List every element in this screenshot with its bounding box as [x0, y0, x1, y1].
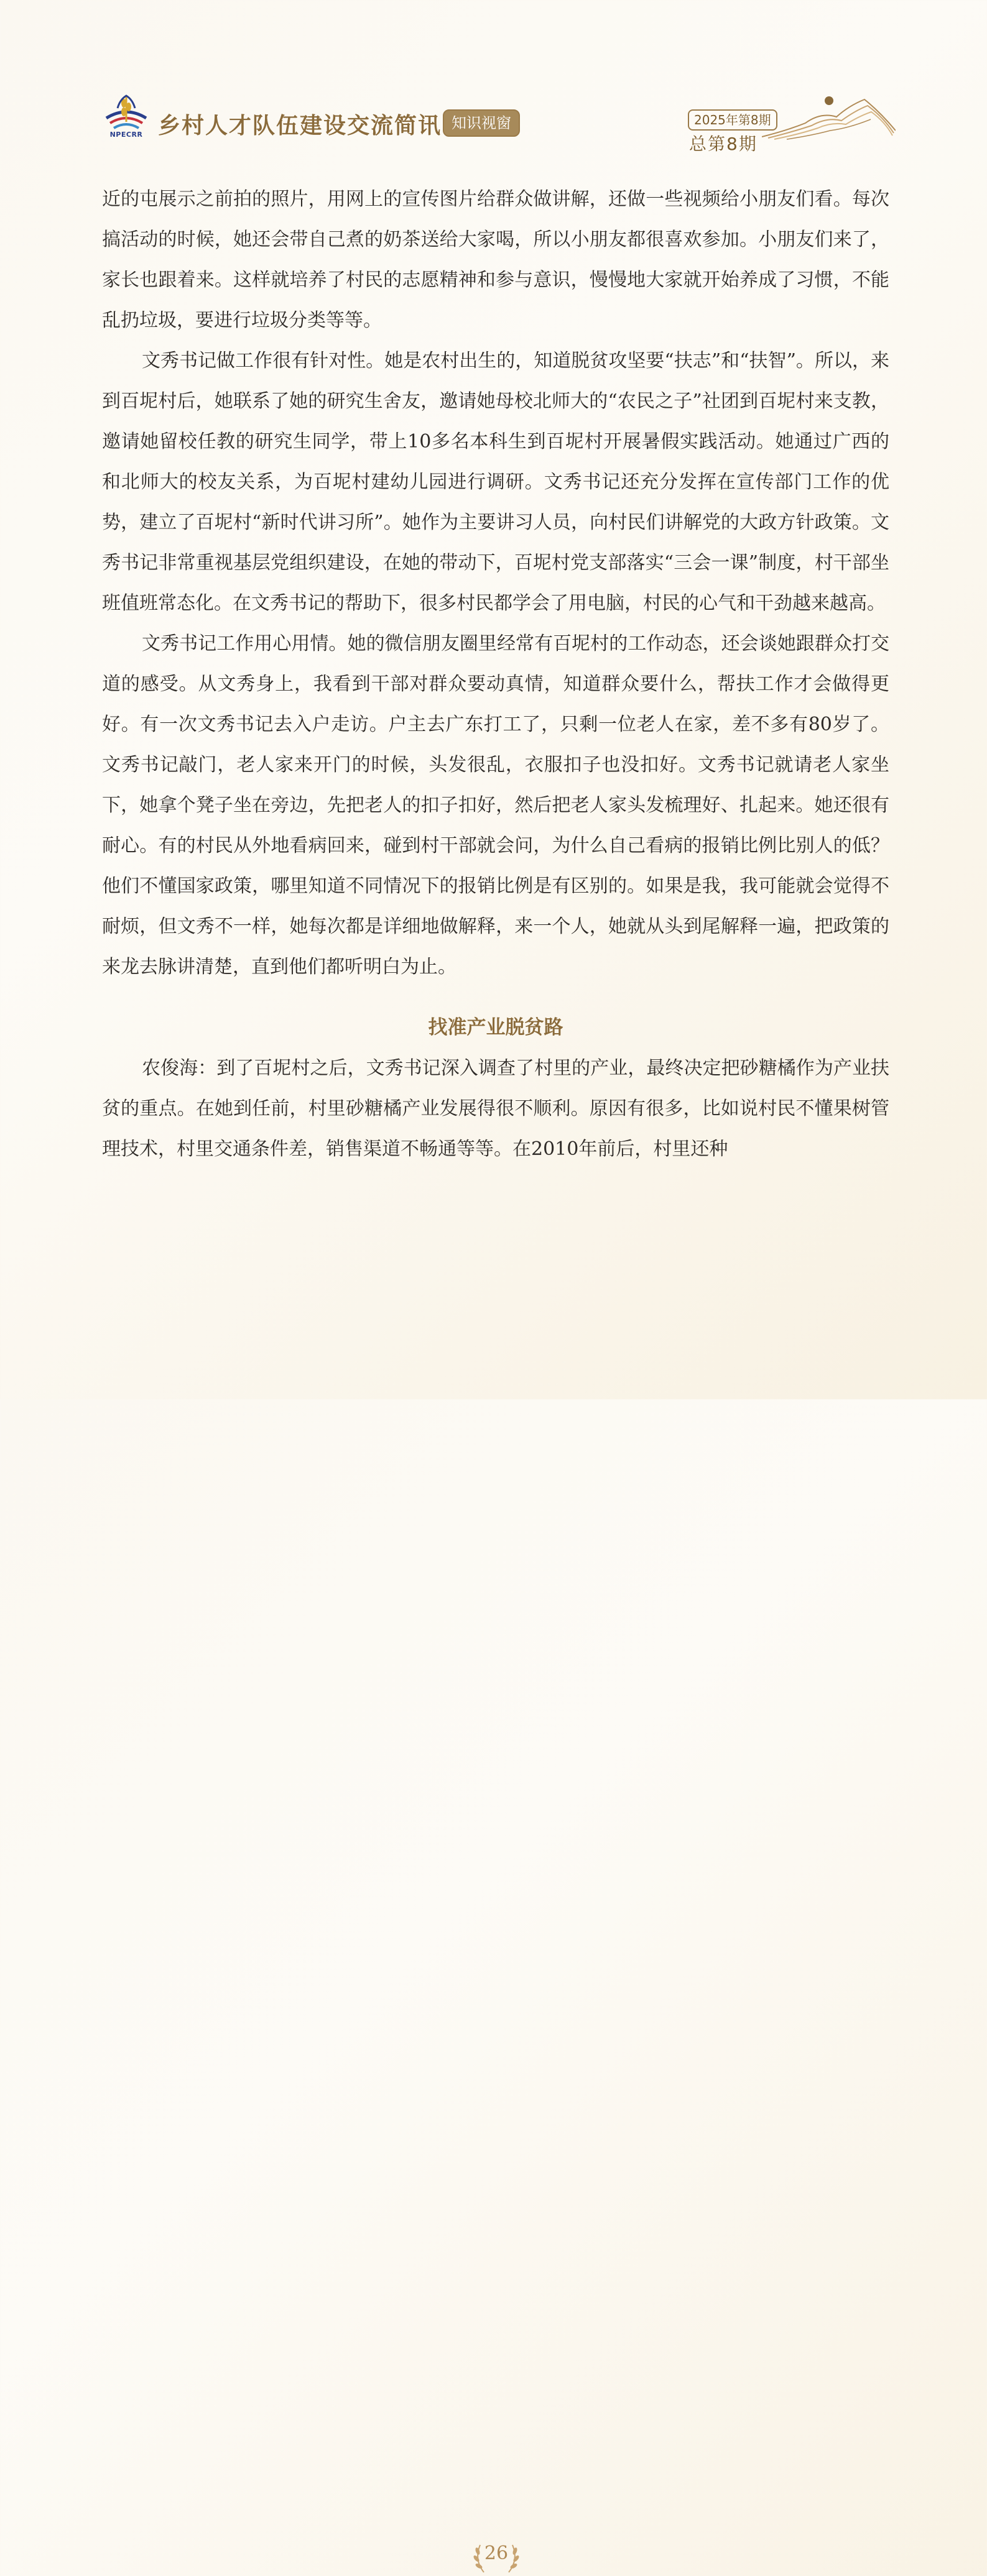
section-tag: 知识视窗 — [443, 109, 520, 137]
issue-total-label: 总第8期 — [689, 134, 758, 154]
paragraph: 文秀书记工作用心用情。她的微信朋友圈里经常有百坭村的工作动态，还会谈她跟群众打交道的感受。从文秀身上，我看到干部对群众要动真情，知道群众要什么，帮扶工作才会做得更好。有一次文秀书记去入户走访。户主去广东打工了，只剩一位老人在家，差不多有80岁了。文秀书记敲门，老人家来开门的时候，头发很乱，衣服扣子也没扣好。文秀书记就请老人家坐下，她拿个凳子坐在旁边，先把老人的扣子扣好，然后把老人家头发梳理好、扎起来。她还很有耐心。有的村民从外地看病回来，碰到村干部就会问，为什么自己看病的报销比例比别人的低？他们不懂国家政策，哪里知道不同情况下的报销比例是有区别的。如果是我，我可能就会觉得不耐烦，但文秀不一样，她每次都是详细地做解释，来一个人，她就从头到尾解释一遍，把政策的来龙去脉讲清楚，直到他们都听明白为止。 — [102, 633, 889, 978]
article-body — [102, 179, 889, 1169]
page-number: 26 — [484, 2542, 509, 2564]
publication-title: 乡村人才队伍建设交流简讯 — [158, 113, 442, 139]
paragraph: 农俊海：到了百坭村之后，文秀书记深入调查了村里的产业，最终决定把砂糖橘作为产业扶贫的重点。在她到任前，村里砂糖橘产业发展得很不顺利。原因有很多，比如说村民不懂果树管理技术，村里交通条件差，销售渠道不畅通等等。在2010年前后，村里还种 — [102, 1057, 889, 1160]
issue-year-badge: 2025年第8期 — [688, 109, 777, 131]
paragraph: 文秀书记做工作很有针对性。她是农村出生的，知道脱贫攻坚要“扶志”和“扶智”。所以，来到百坭村后，她联系了她的研究生舍友，邀请她母校北师大的“农民之子”社团到百坭村来支教，邀请她留校任教的研究生同学，带上10多名本科生到百坭村开展暑假实践活动。她通过广西的和北师大的校友关系，为百坭村建幼儿园进行调研。文秀书记还充分发挥在宣传部门工作的优势，建立了百坭村“新时代讲习所”。她作为主要讲习人员，向村民们讲解党的大政方针政策。文秀书记非常重视基层党组织建设，在她的带动下，百坭村党支部落实“三会一课”制度，村干部坐班值班常态化。在文秀书记的帮助下，很多村民都学会了用电脑，村民的心气和干劲越来越高。 — [102, 350, 889, 614]
paragraph-continued: 近的屯展示之前拍的照片，用网上的宣传图片给群众做讲解，还做一些视频给小朋友们看。每次搞活动的时候，她还会带自己煮的奶茶送给大家喝，所以小朋友都很喜欢参加。小朋友们来了，家长也跟着来。这样就培养了村民的志愿精神和参与意识，慢慢地大家就开始养成了习惯，不能乱扔垃圾，要进行垃圾分类等等。 — [102, 188, 889, 331]
mountain-sun-icon — [762, 93, 896, 140]
page-header — [0, 0, 987, 162]
logo-text: NPECRR — [109, 131, 143, 139]
page-footer — [0, 1268, 987, 2564]
section-heading: 找准产业脱贫路 — [428, 1016, 563, 1039]
